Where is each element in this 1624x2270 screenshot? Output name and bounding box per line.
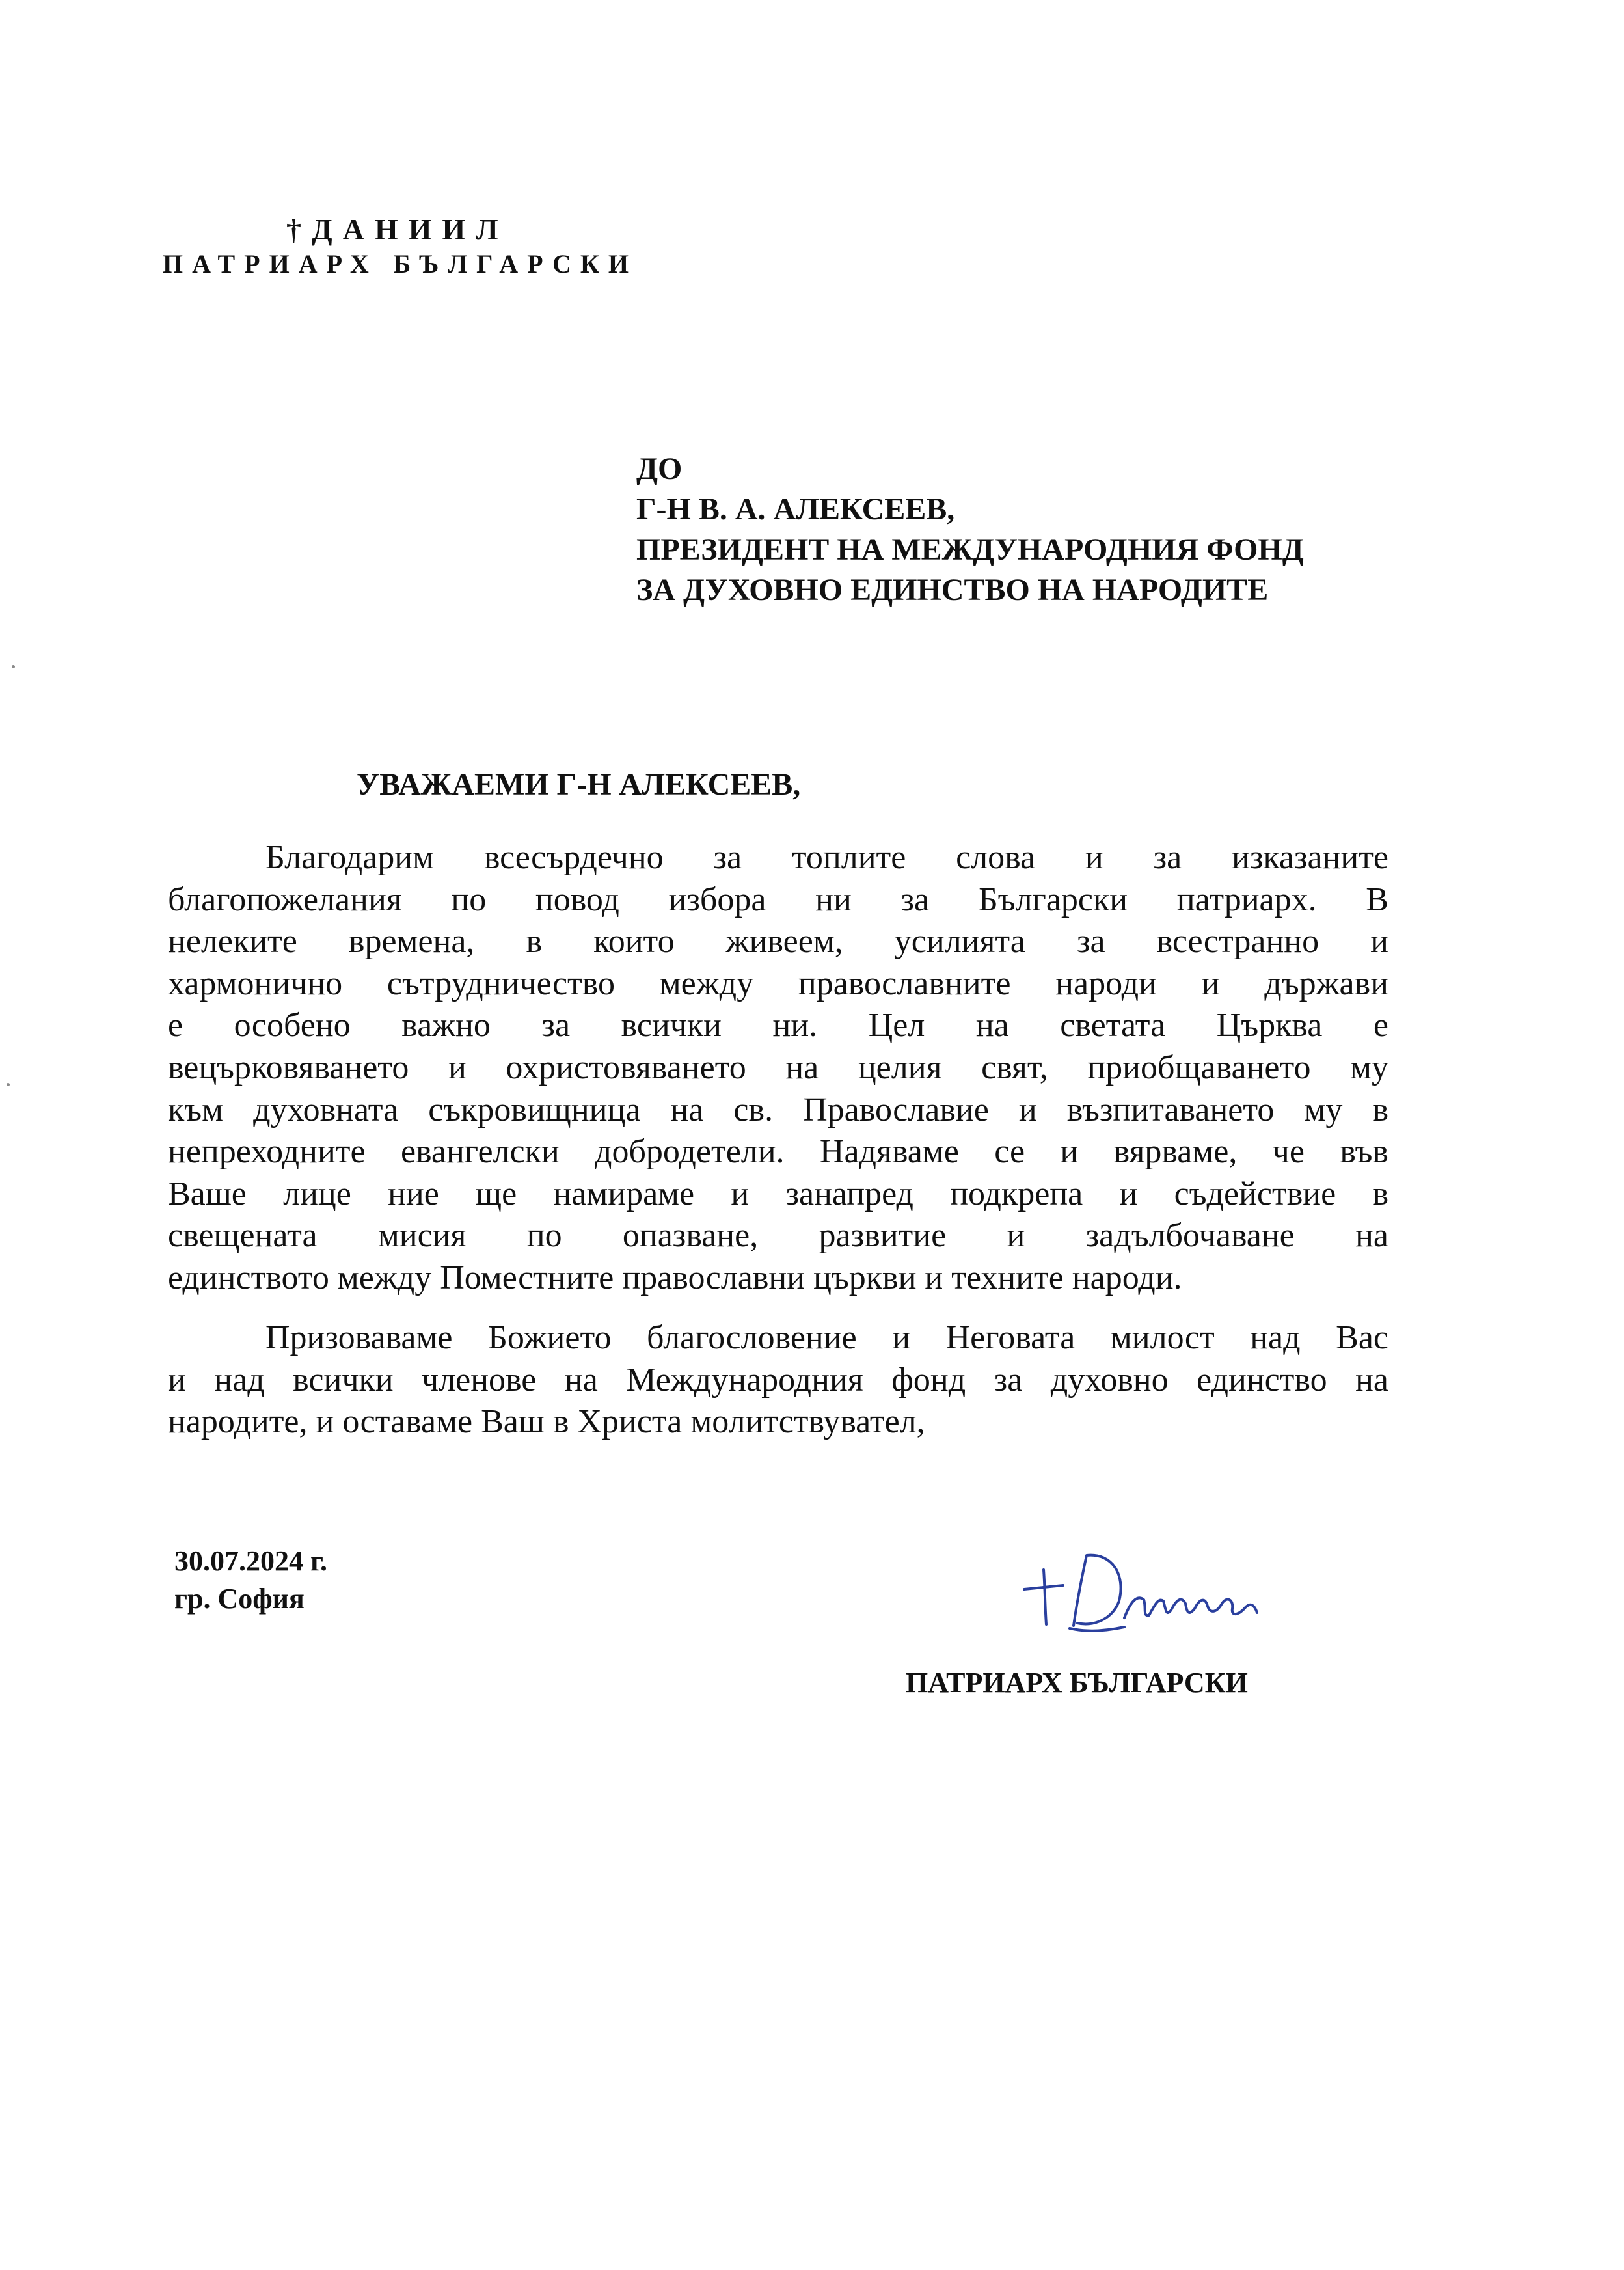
body-line: вецърковяването и охристовяването на целия свят, приобщаването му <box>168 1048 1388 1086</box>
date-place-block <box>174 1542 327 1618</box>
body-line: хармонично сътрудничество между православните народи и държави <box>168 964 1388 1002</box>
recipient-line: ПРЕЗИДЕНТ НА МЕЖДУНАРОДНИЯ ФОНД <box>636 532 1304 567</box>
body-paragraph-1 <box>168 837 1388 1300</box>
letter-place: гр. София <box>174 1583 304 1615</box>
handwritten-signature <box>1015 1529 1262 1647</box>
recipient-line: ДО <box>636 452 683 486</box>
letter-date: 30.07.2024 г. <box>174 1545 328 1577</box>
letterhead-title: ПАТРИАРХ БЪЛГАРСКИ <box>163 249 638 279</box>
body-line: Призоваваме Божието благословение и Неговата милост над Вас <box>265 1319 1388 1356</box>
signatory-title: ПАТРИАРХ БЪЛГАРСКИ <box>906 1667 1248 1699</box>
body-line: нелеките времена, в които живеем, усилията за всестранно и <box>168 923 1388 961</box>
body-line: благопожелания по повод избора ни за Български патриарх. В <box>168 881 1388 918</box>
salutation: УВАЖАЕМИ Г-Н АЛЕКСЕЕВ, <box>357 767 801 802</box>
scan-speck <box>12 665 15 668</box>
recipient-block <box>636 449 1304 610</box>
body-line: свещената мисия по опазване, развитие и задълбочаване на <box>168 1217 1388 1255</box>
recipient-line: ЗА ДУХОВНО ЕДИНСТВО НА НАРОДИТЕ <box>636 573 1269 607</box>
body-line: Благодарим всесърдечно за топлите слова и за изказаните <box>265 839 1388 876</box>
body-line: Ваше лице ние ще намираме и занапред подкрепа и съдействие в <box>168 1175 1388 1212</box>
scan-speck <box>7 1083 10 1086</box>
body-line: единството между Поместните православни църкви и техните народи. <box>168 1259 1182 1296</box>
recipient-line: Г-Н В. А. АЛЕКСЕЕВ, <box>636 492 955 526</box>
body-line: е особено важно за всички ни. Цел на светата Църква е <box>168 1007 1388 1045</box>
letterhead-name: †ДАНИИЛ <box>286 213 509 246</box>
body-line: народите, и оставаме Ваш в Христа молитствувател, <box>168 1403 925 1441</box>
body-line: и над всички членове на Международния фонд за духовно единство на <box>168 1361 1388 1399</box>
body-paragraph-2 <box>168 1317 1388 1443</box>
body-line: непреходните евангелски добродетели. Надяваме се и вярваме, че във <box>168 1133 1388 1171</box>
body-line: към духовната съкровищница на св. Православие и възпитаването му в <box>168 1091 1388 1128</box>
